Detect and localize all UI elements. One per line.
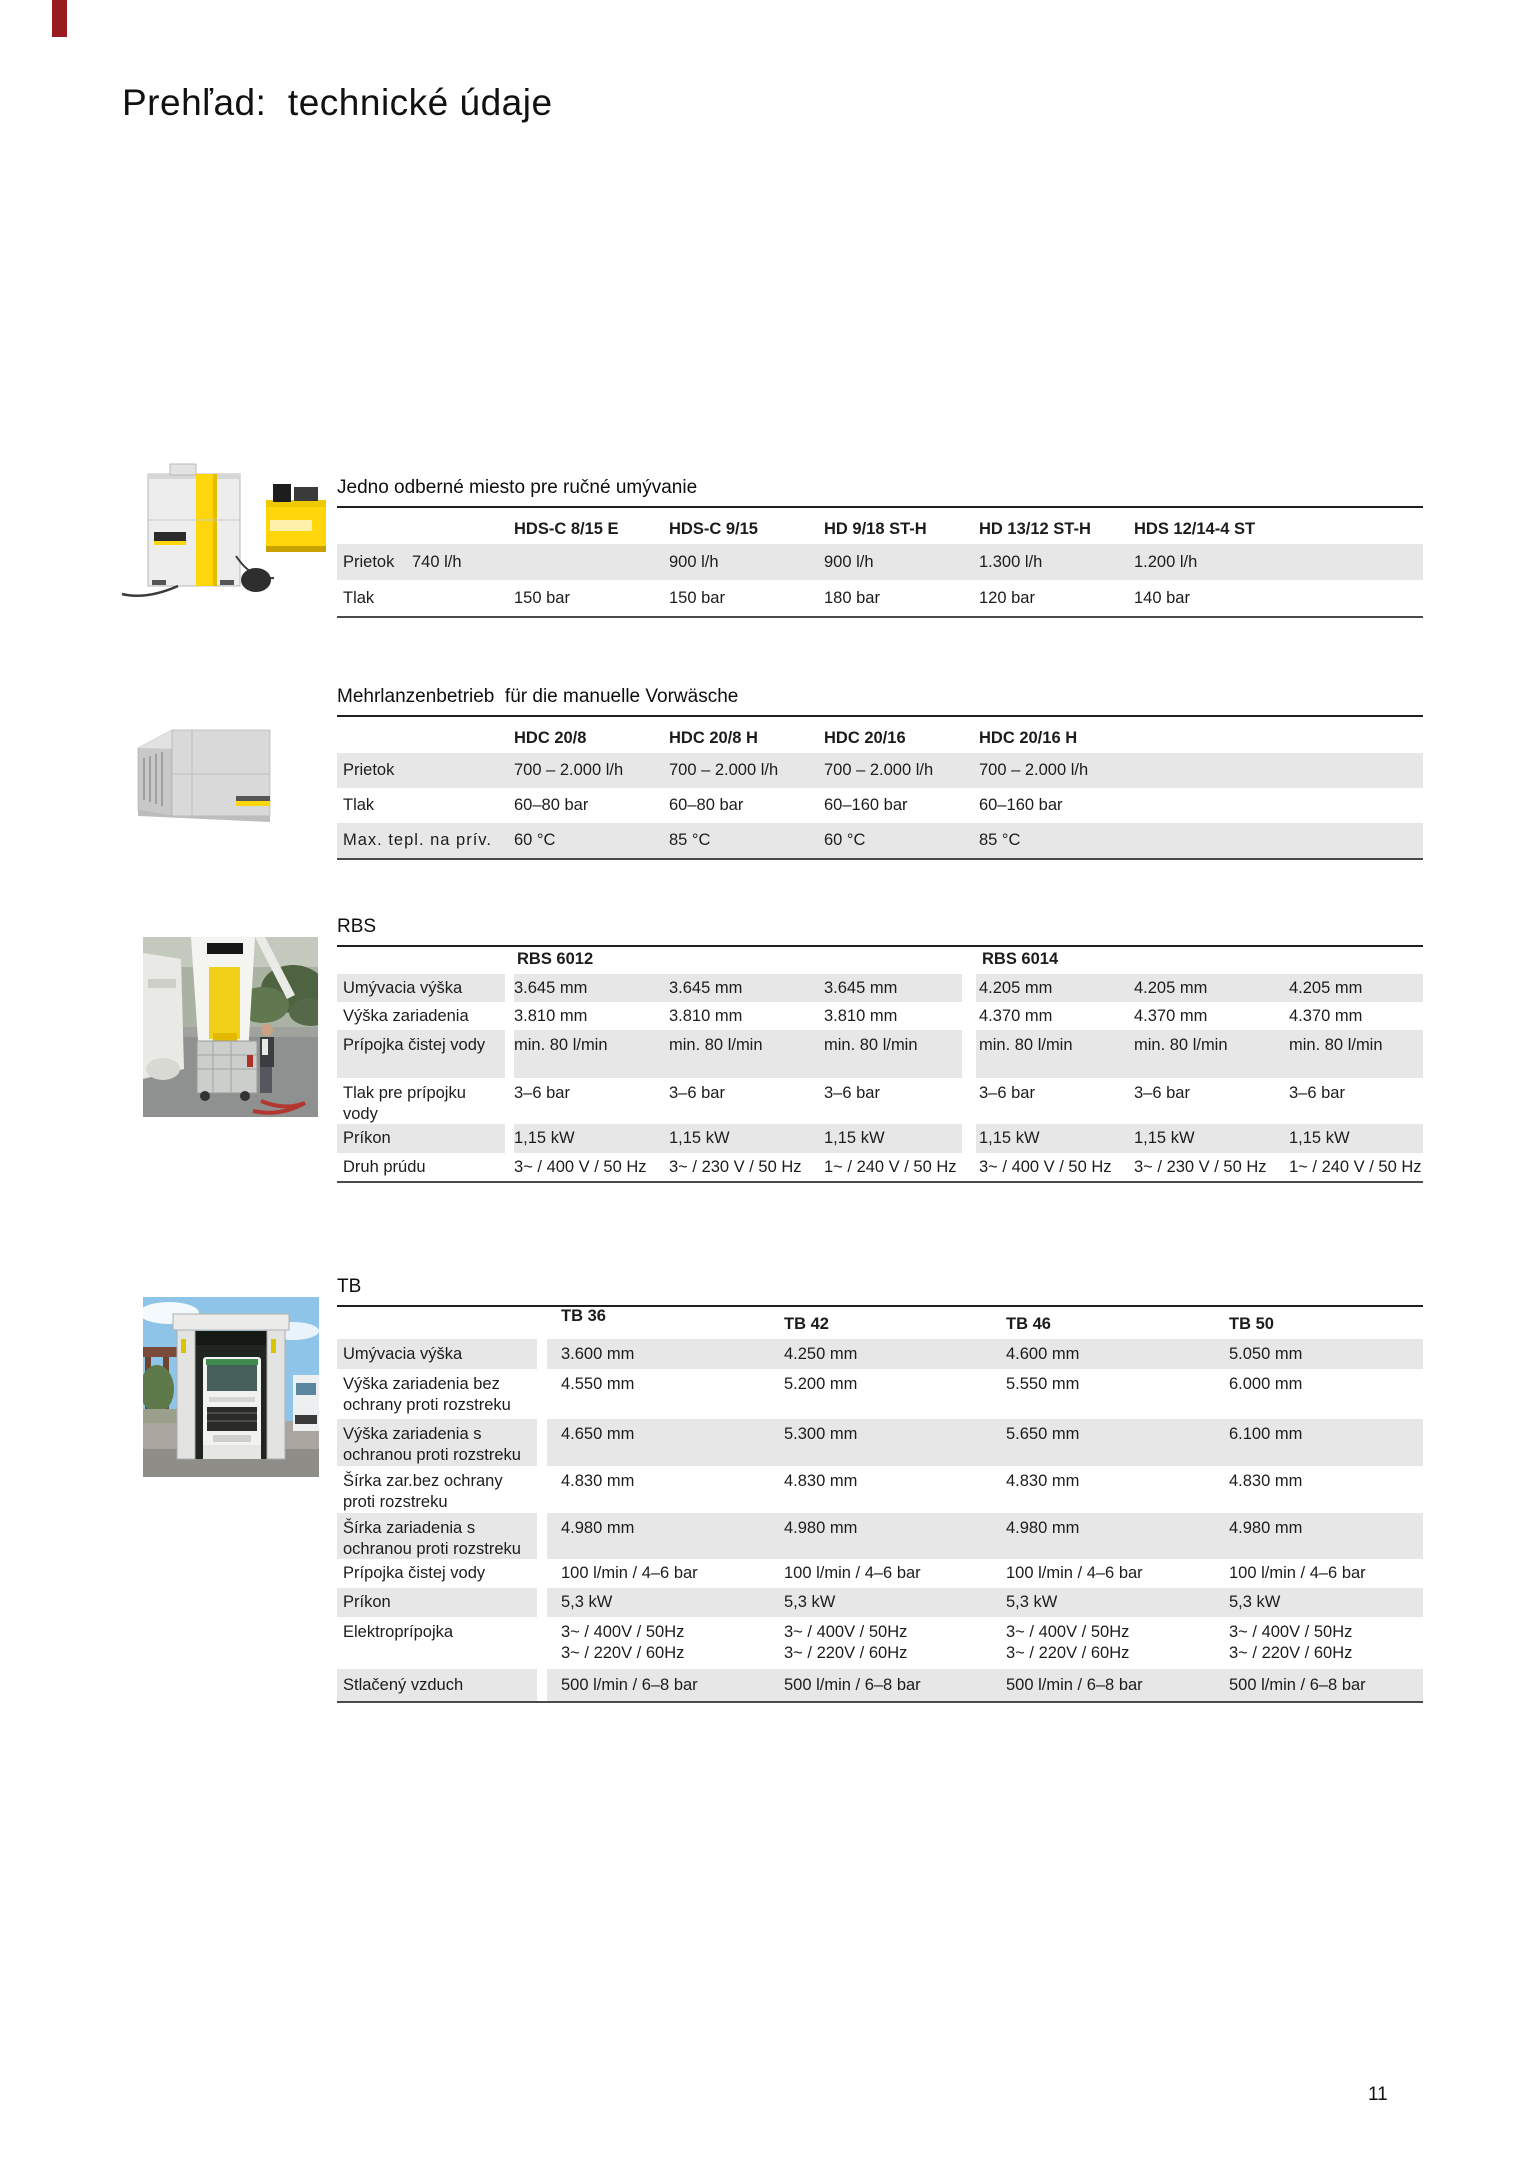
row-label: Šírka zar.bez ochrany proti rozstreku [343, 1472, 503, 1511]
cell-value: 5,3 kW [1229, 1593, 1281, 1611]
hdc-cabinet-photo [124, 712, 292, 830]
cell-value [1229, 1622, 1352, 1664]
cell-value: 700 – 2.000 l/h [979, 761, 1089, 779]
row-label: Stlačený vzduch [343, 1676, 464, 1694]
cell-value: 1,15 kW [824, 1129, 885, 1147]
table-hdc-multi-lance [337, 686, 1423, 860]
row-label: Druh prúdu [343, 1158, 426, 1176]
divider-rule [337, 1701, 1423, 1703]
row-label: Elektroprípojka [343, 1623, 454, 1641]
cell-value: 740 l/h [412, 553, 462, 571]
cell-value-line: 3~ / 400V / 50Hz [1006, 1623, 1130, 1641]
cell-value: min. 80 l/min [1289, 1036, 1383, 1054]
cell-value-line: 3~ / 220V / 60Hz [561, 1644, 685, 1662]
cell-value: 85 °C [979, 831, 1021, 849]
cell-value: 3.810 mm [514, 1007, 588, 1025]
section-title: Mehrlanzenbetrieb für die manuelle Vorwäsche [337, 686, 739, 707]
column-header: HDS-C 9/15 [669, 520, 758, 538]
row-label: Výška zariadenia [343, 1007, 469, 1025]
row-label: Prietok [343, 553, 395, 571]
table-row [337, 974, 1423, 1002]
cell-value: 60–160 bar [824, 796, 908, 814]
table-header-row [337, 717, 1423, 753]
cell-value: 60–160 bar [979, 796, 1063, 814]
section-title: TB [337, 1276, 362, 1297]
cell-value: 4.250 mm [784, 1345, 858, 1363]
cell-value: 4.370 mm [1289, 1007, 1363, 1025]
cell-value: 60 °C [824, 831, 866, 849]
cell-value: 4.205 mm [979, 979, 1053, 997]
cell-value: 100 l/min / 4–6 bar [784, 1564, 921, 1582]
row-label: Tlak pre prípojku vody [343, 1084, 466, 1123]
cell-value: 4.370 mm [1134, 1007, 1208, 1025]
cell-value: 3~ / 230 V / 50 Hz [669, 1158, 802, 1176]
cell-value: 500 l/min / 6–8 bar [1006, 1676, 1143, 1694]
table-row [337, 1669, 1423, 1701]
cell-value: 100 l/min / 4–6 bar [1229, 1564, 1366, 1582]
cell-value: 100 l/min / 4–6 bar [561, 1564, 698, 1582]
column-header: HDS-C 8/15 E [514, 520, 619, 538]
cell-value-line: 3~ / 400V / 50Hz [561, 1623, 685, 1641]
cell-value: 4.830 mm [561, 1472, 635, 1490]
cell-value: 5.550 mm [1006, 1375, 1080, 1393]
table-header-row [337, 1307, 1423, 1339]
tb-gantry-photo [143, 1297, 319, 1477]
cell-value-line: 3~ / 220V / 60Hz [1006, 1644, 1130, 1662]
cell-value: 1~ / 240 V / 50 Hz [1289, 1158, 1422, 1176]
column-header: TB 36 [561, 1307, 606, 1325]
cell-value: 1,15 kW [979, 1129, 1040, 1147]
column-header: HDS 12/14-4 ST [1134, 520, 1256, 538]
row-shading [514, 1124, 962, 1153]
cell-value: 1~ / 240 V / 50 Hz [824, 1158, 957, 1176]
table-row [337, 1124, 1423, 1153]
cell-value: 5.050 mm [1229, 1345, 1303, 1363]
cell-value: 3–6 bar [514, 1084, 570, 1102]
cell-value: 4.980 mm [1006, 1519, 1080, 1537]
rbs-unit-photo [143, 937, 318, 1117]
cell-value: 3–6 bar [1289, 1084, 1345, 1102]
cell-value: 3.600 mm [561, 1345, 635, 1363]
section-title: RBS [337, 916, 377, 937]
cell-value: 1.200 l/h [1134, 553, 1198, 571]
cell-value: 4.830 mm [784, 1472, 858, 1490]
cell-value: 3.810 mm [824, 1007, 898, 1025]
table-row [337, 1588, 1423, 1617]
tb-gantry-illustration [143, 1297, 319, 1477]
cell-value: 3.645 mm [669, 979, 743, 997]
cell-value: 5,3 kW [784, 1593, 836, 1611]
cell-value: min. 80 l/min [979, 1036, 1073, 1054]
cell-value: 700 – 2.000 l/h [824, 761, 934, 779]
column-header: TB 46 [1006, 1315, 1051, 1333]
cell-value: 3~ / 400 V / 50 Hz [979, 1158, 1112, 1176]
column-header: HD 13/12 ST-H [979, 520, 1091, 538]
cell-value-line: 3~ / 400V / 50Hz [784, 1623, 908, 1641]
row-shading [976, 1124, 1423, 1153]
cell-value: 1,15 kW [669, 1129, 730, 1147]
cell-value: 1,15 kW [1134, 1129, 1195, 1147]
cell-value: 150 bar [514, 589, 570, 607]
cell-value: 100 l/min / 4–6 bar [1006, 1564, 1143, 1582]
table-row [337, 1369, 1423, 1419]
cell-value: 1.300 l/h [979, 553, 1043, 571]
cell-value: 900 l/h [669, 553, 719, 571]
table-row [337, 1559, 1423, 1588]
cell-value: 3.645 mm [824, 979, 898, 997]
cell-value: 4.650 mm [561, 1425, 635, 1443]
cell-value: 4.205 mm [1134, 979, 1208, 997]
column-header: HDC 20/8 H [669, 729, 758, 747]
cell-value: 120 bar [979, 589, 1035, 607]
table-row [337, 1078, 1423, 1124]
column-header: TB 50 [1229, 1315, 1274, 1333]
cell-value-line: 3~ / 220V / 60Hz [1229, 1644, 1353, 1662]
row-label: Výška zariadenia bez ochrany proti rozstreku [343, 1375, 511, 1414]
cell-value: 4.830 mm [1006, 1472, 1080, 1490]
table-header-row [337, 508, 1423, 544]
column-header: HD 9/18 ST-H [824, 520, 927, 538]
row-label: Tlak [343, 796, 375, 814]
row-label: Umývacia výška [343, 979, 463, 997]
table-header-row [337, 947, 1423, 974]
table-row [337, 823, 1423, 858]
table-row [337, 1466, 1423, 1513]
cell-value [784, 1622, 907, 1664]
column-header: RBS 6014 [982, 950, 1059, 968]
cell-value: min. 80 l/min [669, 1036, 763, 1054]
cell-value: 4.205 mm [1289, 979, 1363, 997]
cell-value-line: 3~ / 400V / 50Hz [1229, 1623, 1353, 1641]
row-label: Prietok [343, 761, 395, 779]
cell-value: 500 l/min / 6–8 bar [784, 1676, 921, 1694]
cell-value: 900 l/h [824, 553, 874, 571]
cell-value: 3~ / 230 V / 50 Hz [1134, 1158, 1267, 1176]
cell-value: 150 bar [669, 589, 725, 607]
cell-value: 6.100 mm [1229, 1425, 1303, 1443]
row-shading [547, 1588, 1423, 1617]
row-label: Príkon [343, 1129, 391, 1147]
section-title: Jedno odberné miesto pre ručné umývanie [337, 477, 698, 498]
divider-rule [337, 616, 1423, 618]
cell-value: 3.810 mm [669, 1007, 743, 1025]
table-tb [337, 1276, 1423, 1703]
cell-value-line: 3~ / 220V / 60Hz [784, 1644, 908, 1662]
cell-value: 3–6 bar [1134, 1084, 1190, 1102]
column-header: HDC 20/8 [514, 729, 587, 747]
table-row [337, 753, 1423, 788]
cell-value: 5.650 mm [1006, 1425, 1080, 1443]
cell-value: 4.980 mm [561, 1519, 635, 1537]
cell-value: 3.645 mm [514, 979, 588, 997]
table-row [337, 1513, 1423, 1559]
hdc-cabinet-illustration [124, 712, 292, 830]
column-header: HDC 20/16 [824, 729, 906, 747]
cell-value: 3–6 bar [669, 1084, 725, 1102]
page-title: Prehľad: technické údaje [122, 82, 553, 123]
row-label: Max. tepl. na prív. [343, 831, 492, 849]
cell-value: 5.300 mm [784, 1425, 858, 1443]
cell-value: 4.830 mm [1229, 1472, 1303, 1490]
row-label: Prípojka čistej vody [343, 1564, 486, 1582]
cell-value: 60–80 bar [669, 796, 744, 814]
column-header: TB 42 [784, 1315, 829, 1333]
cell-value: 4.600 mm [1006, 1345, 1080, 1363]
rbs-unit-illustration [143, 937, 318, 1117]
divider-rule [337, 1181, 1423, 1183]
cell-value: 140 bar [1134, 589, 1190, 607]
cell-value: 5,3 kW [1006, 1593, 1058, 1611]
column-header: RBS 6012 [517, 950, 594, 968]
table-hds-single-point [337, 477, 1423, 618]
hds-c-units-illustration [118, 460, 326, 602]
cell-value: min. 80 l/min [1134, 1036, 1228, 1054]
cell-value: 4.550 mm [561, 1375, 635, 1393]
page-edge-mark [52, 0, 67, 37]
cell-value: 700 – 2.000 l/h [669, 761, 779, 779]
cell-value: 5.200 mm [784, 1375, 858, 1393]
row-label: Šírka zariadenia s ochranou proti rozstreku [343, 1519, 521, 1558]
row-label: Výška zariadenia s ochranou proti rozstreku [343, 1425, 521, 1464]
cell-value: 500 l/min / 6–8 bar [561, 1676, 698, 1694]
cell-value: 3~ / 400 V / 50 Hz [514, 1158, 647, 1176]
table-row [337, 1153, 1423, 1181]
hds-c-units-photo [118, 460, 326, 602]
cell-value: min. 80 l/min [824, 1036, 918, 1054]
cell-value [1006, 1622, 1129, 1664]
cell-value: 180 bar [824, 589, 880, 607]
cell-value: 700 – 2.000 l/h [514, 761, 624, 779]
row-label: Príkon [343, 1593, 391, 1611]
table-row [337, 1339, 1423, 1369]
row-label: Umývacia výška [343, 1345, 463, 1363]
page-number: 11 [1368, 2084, 1388, 2105]
cell-value: 60 °C [514, 831, 556, 849]
table-row [337, 788, 1423, 823]
cell-value: 4.370 mm [979, 1007, 1053, 1025]
column-header: HDC 20/16 H [979, 729, 1078, 747]
table-row [337, 1617, 1423, 1669]
table-row [337, 544, 1423, 580]
cell-value: 500 l/min / 6–8 bar [1229, 1676, 1366, 1694]
table-rbs [337, 916, 1423, 1183]
divider-rule [337, 858, 1423, 860]
cell-value: 3–6 bar [979, 1084, 1035, 1102]
cell-value: 60–80 bar [514, 796, 589, 814]
cell-value: 5,3 kW [561, 1593, 613, 1611]
table-row [337, 1030, 1423, 1078]
cell-value: 6.000 mm [1229, 1375, 1303, 1393]
row-label: Tlak [343, 589, 375, 607]
row-label: Prípojka čistej vody [343, 1036, 486, 1054]
cell-value: 1,15 kW [514, 1129, 575, 1147]
table-row [337, 580, 1423, 616]
cell-value: 1,15 kW [1289, 1129, 1350, 1147]
cell-value: 3–6 bar [824, 1084, 880, 1102]
table-row [337, 1002, 1423, 1030]
cell-value [561, 1622, 684, 1664]
table-row [337, 1419, 1423, 1466]
cell-value: 4.980 mm [1229, 1519, 1303, 1537]
cell-value: 85 °C [669, 831, 711, 849]
cell-value: 4.980 mm [784, 1519, 858, 1537]
cell-value: min. 80 l/min [514, 1036, 608, 1054]
